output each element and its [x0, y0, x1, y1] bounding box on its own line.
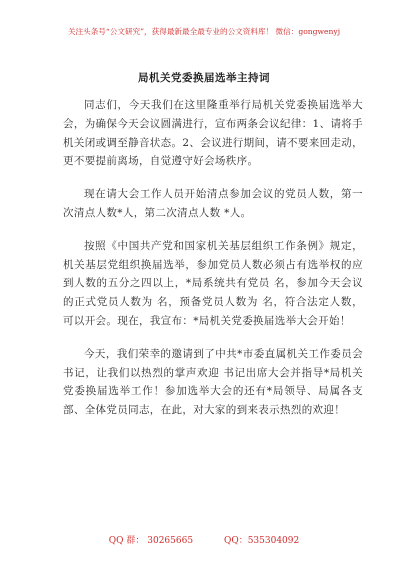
paragraph-4: 今天，我们荣幸的邀请到了中共*市委直属机关工作委员会 书记，让我们以热烈的掌声欢迎 书记出席大会并指导*局机关党委换届选举工作！参加选举大会的还有*局领导、局属各支部、全体党员同志，在此，对大家的到来表示热烈的欢迎！ [63, 347, 363, 417]
paragraph-3: 按照《中国共产党和国家机关基层组织工作条例》规定，机关基层党组织换届选举，参加党员人数必须占有选举权的应到人数的五分之四以上，*局系统共有党员 名，参加今天会议的正式党员人数为 名，预备党员人数为 名，符合法定人数，可以开会。现在，我宣布：*局机关党委换届选举大会开始！ [63, 239, 363, 327]
paragraph-1: 同志们，今天我们在这里隆重举行局机关党委换届选举大会，为确保今天会议圆满进行，宣布两条会议纪律：1、请将手机关闭或调至静音状态。2、会议进行期间，请不要来回走动，更不要提前离场，自觉遵守好会场秩序。 [63, 99, 363, 168]
footer-qq: QQ：535304092 [223, 536, 300, 546]
footer-qq-group: QQ 群： 30265665 [108, 536, 194, 546]
document-title: 局机关党委换届选举主持词 [138, 72, 270, 84]
footer-contact [0, 533, 408, 546]
header-banner: 关注头条号“公文研究”，获得最新最全最专业的公文资料库！ 微信：gongwenyj [67, 27, 341, 36]
document-body [63, 96, 363, 434]
paragraph-2: 现在请大会工作人员开始清点参加会议的党员人数，第一次清点人数*人，第二次清点人数 *人。 [63, 188, 363, 219]
